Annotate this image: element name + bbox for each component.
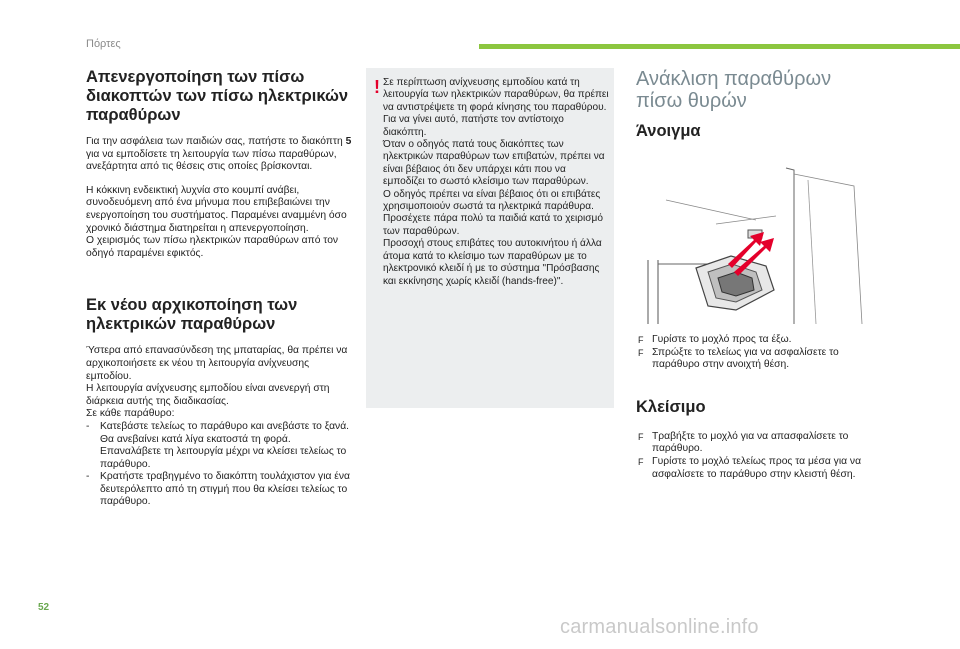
warning-paragraph: Ο οδηγός πρέπει να είναι βέβαιος ότι οι επιβάτες χρησιμοποιούν σωστά τα ηλεκτρικά παράθυρα. (383, 188, 601, 213)
list-item (636, 334, 872, 347)
paragraph-driver-control: Ο χειρισμός των πίσω ηλεκτρικών παραθύρων από τον οδηγό παραμένει εφικτός. (86, 235, 339, 259)
warning-paragraph: Σε περίπτωση ανίχνευσης εμποδίου κατά τη λειτουργία των ηλεκτρικών παραθύρων, θα πρέπει να αντιστρέψετε τη φορά κίνησης του παραθύρου. Για να γίνει αυτό, πατήστε τον αντίστοιχο διακόπτη. (383, 77, 609, 138)
warning-paragraph: Προσέχετε πάρα πολύ τα παιδιά κατά το χειρισμό των παραθύρων. (383, 213, 603, 237)
step-text: Κρατήστε τραβηγμένο το διακόπτη τουλάχιστον για ένα δευτερόλεπτο από τη στιγμή που θα κλείσει τελείως το παράθυρο. (100, 471, 350, 508)
paragraph-child-safety-a: Για την ασφάλεια των παιδιών σας, πατήστε το διακόπτη (86, 136, 346, 147)
closing-steps-list (636, 431, 872, 481)
switch-number: 5 (345, 136, 352, 147)
dash-mark: - (86, 471, 90, 483)
step-text: Σπρώξτε το τελείως για να ασφαλίσετε το παράθυρο στην ανοιχτή θέση. (652, 346, 839, 371)
step-text: Γυρίστε το μοχλό προς τα έξω. (652, 334, 792, 345)
section-label: Πόρτες (86, 38, 121, 50)
opening-steps-list (636, 334, 872, 372)
paragraph-detection-inactive: Η λειτουργία ανίχνευσης εμποδίου είναι ανενεργή στη διάρκεια αυτής της διαδικασίας. (86, 383, 330, 407)
bullet-mark: F (638, 456, 644, 467)
bullet-mark: F (638, 347, 644, 358)
warning-text (383, 77, 609, 288)
warning-box (366, 68, 614, 408)
list-item (86, 421, 352, 471)
heading-opening: Άνοιγμα (636, 122, 701, 140)
section-title-rear-window-tilt: Ανάκλιση παραθύρων πίσω θυρών (636, 68, 832, 112)
section-title-reinitialisation: Εκ νέου αρχικοποίηση των ηλεκτρικών παραθύρων (86, 296, 298, 334)
warning-paragraph: Όταν ο οδηγός πατά τους διακόπτες των ηλεκτρικών παραθύρων των επιβατών, πρέπει να είναι βέβαιος ότι δεν υπάρχει κάτι που να εμποδίζει το σωστό κλείσιμο των παραθύρων. (383, 139, 605, 188)
warning-paragraph: Προσοχή στους επιβάτες του αυτοκινήτου ή άλλα άτομα κατά το κλείσιμο των παραθύρων με το ηλεκτρονικό κλειδί ή με το σύστημα "Πρόσβασης και εκκίνησης χωρίς κλειδί (hands-free)". (383, 238, 602, 287)
heading-closing: Κλείσιμο (636, 397, 706, 416)
paragraph-child-safety-b: για να εμποδίσετε τη λειτουργία των πίσω παραθύρων, ανεξάρτητα από τις θέσεις στις οποίες βρίσκονται. (86, 148, 337, 173)
section-title-disable-rear-switches: Απενεργοποίηση των πίσω διακοπτών των πίσω ηλεκτρικών παραθύρων (86, 68, 349, 124)
bullet-mark: F (638, 431, 644, 442)
page-number: 52 (38, 602, 50, 613)
paragraph-battery-reconnect: Ύστερα από επανασύνδεση της μπαταρίας, θα πρέπει να αρχικοποιήσετε εκ νέου τη λειτουργία ανίχνευσης εμποδίου. (86, 345, 348, 382)
list-item (636, 456, 872, 481)
step-text: Γυρίστε το μοχλό τελείως προς τα μέσα για να ασφαλίσετε το παράθυρο στην κλειστή θέση. (652, 455, 862, 480)
warning-exclamation-icon: ! (374, 77, 380, 97)
rear-window-latch-illustration (636, 160, 872, 324)
column-left (86, 68, 352, 509)
latch-drawing (636, 160, 872, 324)
bullet-mark: F (638, 335, 644, 345)
step-text: Τραβήξτε το μοχλό για να απασφαλίσετε το παράθυρο. (652, 430, 849, 455)
list-item (636, 431, 872, 456)
step-text: Κατεβάστε τελείως το παράθυρο και ανεβάστε το ξανά. Θα ανεβαίνει κατά λίγα εκατοστά τη φορά. Επαναλάβετε τη λειτουργία μέχρι να κλείσει τελείως το παράθυρο. (100, 420, 350, 470)
reinit-steps-list (86, 421, 352, 509)
paragraph-each-window: Σε κάθε παράθυρο: (86, 408, 175, 420)
opening-steps-container (636, 334, 872, 481)
column-right (636, 68, 872, 141)
paragraph-red-indicator: Η κόκκινη ενδεικτική λυχνία στο κουμπί ανάβει, συνοδευόμενη από ένα μήνυμα που επιβεβαιώνει την ενεργοποίηση του συστήματος. Παραμένει αναμμένη όσο χρονικό διάστημα διατηρείται η απενεργοποίηση. (86, 184, 347, 234)
dash-mark: - (86, 420, 90, 432)
header-accent-line (479, 44, 960, 49)
watermark: carmanualsonline.info (560, 616, 759, 638)
paragraph-child-safety (86, 136, 352, 174)
list-item (86, 471, 352, 509)
list-item (636, 347, 872, 372)
